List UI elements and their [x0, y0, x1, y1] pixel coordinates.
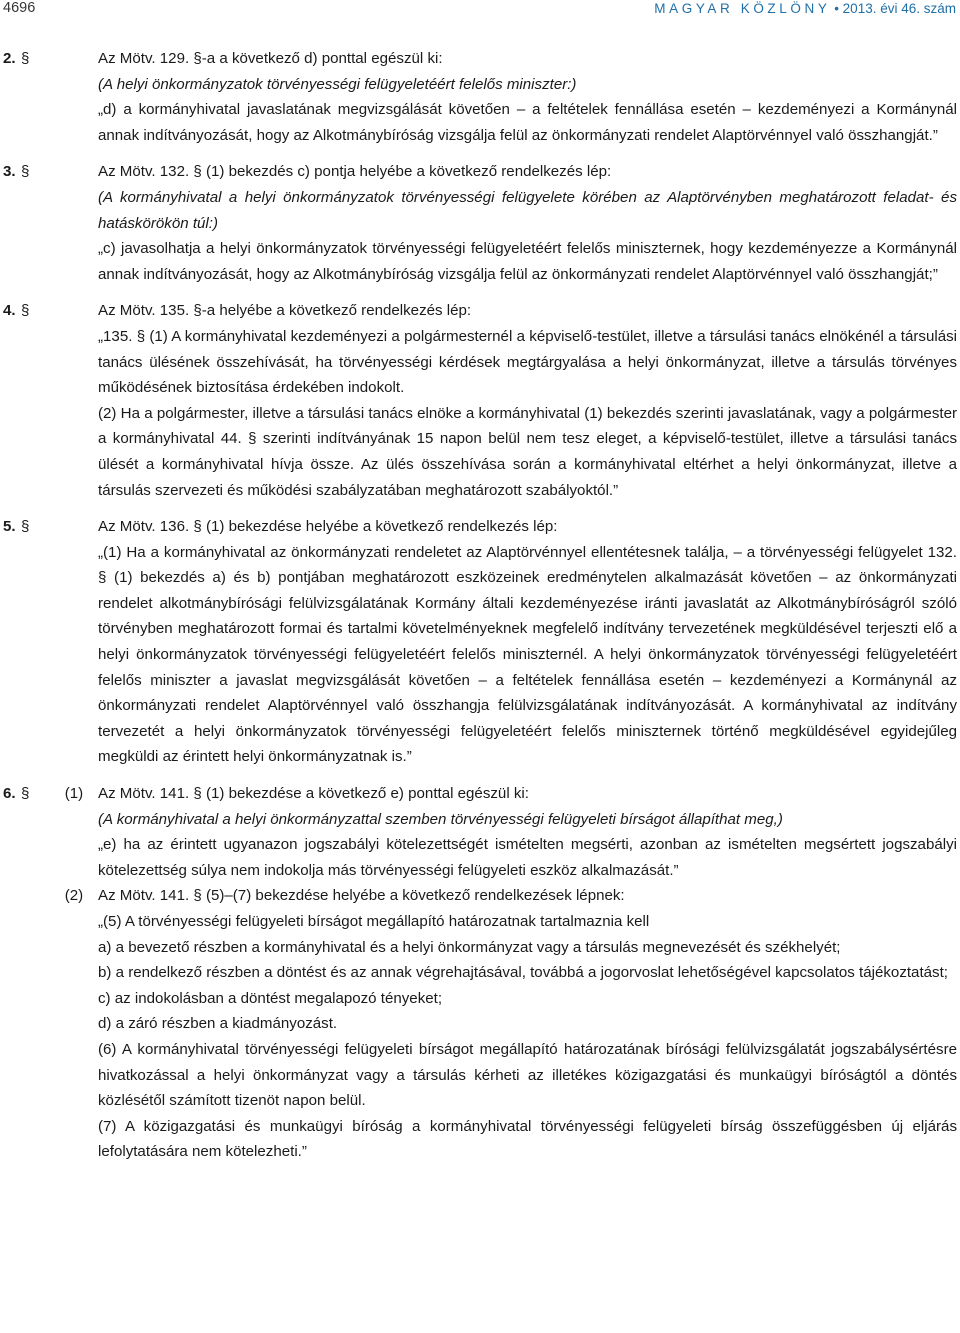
- section-text: b) a rendelkező részben a döntést és az annak végrehajtásával, továbbá a jogorvoslat lehetőségével kapcsolatos tájékoztatást;: [98, 964, 948, 982]
- journal-info: MAGYAR KÖZLÖNY • 2013. évi 46. szám: [654, 1, 956, 16]
- section-3: [0, 159, 960, 287]
- subsection-2: [50, 883, 957, 1165]
- section-6: [0, 781, 960, 1165]
- section-text: Az Mötv. 132. § (1) bekezdés c) pontja helyébe a következő rendelkezés lép:: [98, 163, 612, 181]
- section-text: Az Mötv. 135. §-a helyébe a következő rendelkezés lép:: [98, 302, 472, 320]
- section-text: „135. § (1) A kormányhivatal kezdeményezi a polgármesternél a képviselő-testület, illetve a társulási tanács elnökénél a társulási tanács ülésének összehívását, ha törvényességi kérdések megtárgyalása a helyi önkormányzat, illetve a társulás törvényes működésének biztosítása érdekében indokolt.: [98, 327, 957, 397]
- section-text: (6) A kormányhivatal törvényességi felügyeleti bírságot megállapító határozatának bírósági felülvizsgálatát jogszabálysértésre hivatkozással a helyi önkormányzat vagy a társulás kérheti az illetékes közigazgatási és munkaügyi bíróságtól a döntés közlésétől számított tizenöt napon belül.: [98, 1040, 957, 1110]
- section-4: [0, 298, 960, 503]
- section-number: 3.: [3, 163, 16, 181]
- section-number: 6.: [3, 785, 16, 803]
- section-text: c) az indokolásban a döntést megalapozó tényeket;: [98, 989, 443, 1007]
- paragraph-sign: §: [21, 518, 30, 536]
- subsection-label: (1): [64, 785, 84, 803]
- section-text: (7) A közigazgatási és munkaügyi bíróság a kormányhivatal törvényességi felügyeleti bírság összefüggésben új eljárás lefolytatására nem kötelezheti.”: [98, 1117, 957, 1161]
- section-text: „(5) A törvényességi felügyeleti bírságot megállapító határozatnak tartalmaznia kell: [98, 913, 650, 930]
- section-5: [0, 514, 960, 770]
- section-text: „d) a kormányhivatal javaslatának megvizsgálását követően – a feltételek fennállása esetén – kezdeményezi a Kormánynál annak indítványozását, hogy az Alkotmánybíróság vizsgálja felül az önkormányzati rendelet Alaptörvénnyel való összhangját.”: [98, 101, 957, 144]
- section-text: Az Mötv. 141. § (5)–(7) bekezdése helyébe a következő rendelkezések lépnek:: [98, 887, 625, 905]
- page-number: 4696: [3, 0, 36, 16]
- section-text: a) a bevezető részben a kormányhivatal és a helyi önkormányzat vagy a társulás megnevezését és székhelyét;: [98, 938, 841, 956]
- subsection-label: (2): [64, 887, 84, 905]
- section-number: 2.: [3, 50, 16, 67]
- subsection-1: [50, 781, 957, 883]
- section-text: Az Mötv. 129. §-a a következő d) ponttal egészül ki:: [98, 50, 443, 67]
- section-text: Az Mötv. 141. § (1) bekezdése a következő e) ponttal egészül ki:: [98, 785, 529, 803]
- paragraph-sign: §: [21, 163, 30, 181]
- publication-title: MAGYAR KÖZLÖNY: [654, 1, 831, 16]
- section-text: Az Mötv. 136. § (1) bekezdése helyébe a következő rendelkezés lép:: [98, 518, 558, 536]
- section-text-italic: (A kormányhivatal a helyi önkormányzattal szemben törvényességi felügyeleti bírságot állapíthat meg,): [98, 810, 783, 828]
- paragraph-sign: §: [21, 785, 30, 803]
- section-text: „c) javasolhatja a helyi önkormányzatok törvényességi felügyeletéért felelős miniszternek, hogy kezdeményezze a Kormánynál annak indítványozását, hogy az Alkotmánybíróság vizsgálja felül az önkormányzati rendelet Alaptörvénnyel való összhangját;”: [98, 240, 957, 283]
- section-2: [0, 46, 960, 148]
- section-number: 4.: [3, 302, 16, 320]
- section-text-italic: (A kormányhivatal a helyi önkormányzatok törvényességi felügyelete körében az Alaptörvényben meghatározott feladat- és hatáskörökön túl:): [98, 188, 957, 232]
- section-text: „(1) Ha a kormányhivatal az önkormányzati rendeletet az Alaptörvénnyel ellentétesnek találja, – a törvényességi felügyelet 132. § (1) bekezdés a) és b) pontjában meghatározott eszközeinek eredménytelen alkalmazását követően – az önkormányzati rendelet alkotmánybírósági felülvizsgálatának Kormány általi kezdeményezése iránti javaslatát az Alkotmánybíróságról szóló törvényben meghatározott formai és tartalmi követelményeknek megfelelő indítvány tervezetének megküldésével terjeszti elő a helyi önkormányzatok törvényességi felügyeletéért felelős miniszternél. A helyi önkormányzatok törvényességi felügyeletéért felelős miniszter a javaslat megvizsgálását követően – a feltételek fennállása esetén – kezdeményezi a Kormánynál az önkormányzati rendelet Alaptörvénnyel való összhangja felülvizsgálatának indítványozását. A kormányhivatal az indítvány tervezetét a helyi önkormányzatok törvényességi felügyeletéért felelős miniszternek történő megküldésével egyidejűleg megküldi az érintett helyi önkormányzatnak is.”: [98, 543, 957, 766]
- issue-number: 2013. évi 46. szám: [842, 1, 956, 16]
- section-text: (2) Ha a polgármester, illetve a társulási tanács elnöke a kormányhivatal (1) bekezdés szerinti javaslatának, vagy a polgármester a kormányhivatal 44. § szerinti indítványának 15 napon belül nem tesz eleget, a képviselő-testület, illetve a társulási tanács ülését a kormányhivatal hívja össze. Az ülés összehívása során a kormányhivatal eltérhet a helyi önkormányzat, illetve a társulás szervezeti és működési szabályzatában meghatározott szabályoktól.”: [98, 404, 957, 499]
- paragraph-sign: §: [21, 50, 30, 67]
- document-body: [0, 46, 960, 1165]
- section-text: „e) ha az érintett ugyanazon jogszabályi kötelezettségét ismételten megsérti, azonban az ismételten megsértett jogszabályi kötelezettség súlya nem indokolja más törvényességi felügyeleti eszköz alkalmazását.”: [98, 836, 957, 879]
- section-number: 5.: [3, 518, 16, 536]
- page-header: [0, 0, 960, 20]
- section-text-italic: (A helyi önkormányzatok törvényességi felügyeletéért felelős miniszter:): [98, 75, 577, 93]
- section-text: d) a záró részben a kiadmányozást.: [98, 1015, 338, 1033]
- paragraph-sign: §: [21, 302, 30, 320]
